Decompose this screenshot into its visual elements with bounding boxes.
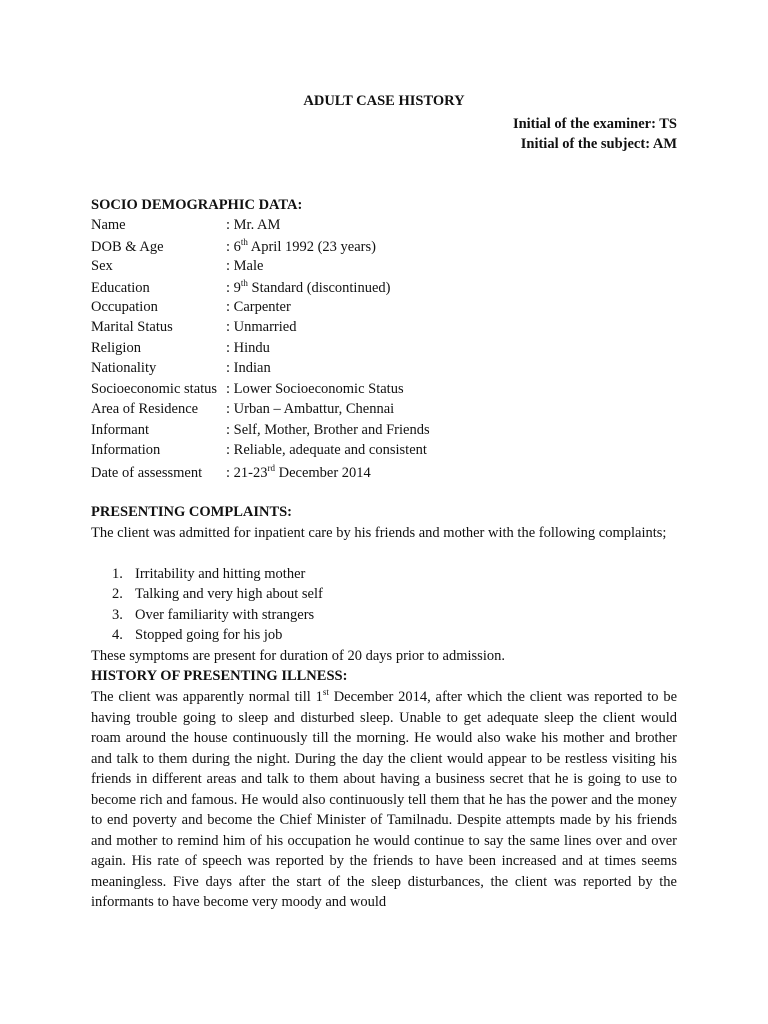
- list-text: Talking and very high about self: [135, 586, 323, 602]
- socio-heading: SOCIO DEMOGRAPHIC DATA:: [91, 197, 303, 213]
- list-number: 2.: [112, 586, 123, 602]
- row-label: Religion: [91, 340, 141, 356]
- list-item: [112, 627, 282, 644]
- row-value: : Reliable, adequate and consistent: [226, 442, 427, 458]
- illness-paragraph: [91, 687, 677, 913]
- row-label: Occupation: [91, 299, 158, 315]
- row-value-pre: : 6: [226, 238, 241, 255]
- row-value-sup: th: [240, 237, 248, 247]
- illness-sup: st: [322, 687, 329, 698]
- row-value: : Indian: [226, 360, 271, 376]
- row-sex: [91, 258, 263, 275]
- illness-body: December 2014, after which the client was reported to be having trouble going to sleep and disturbed sleep. Unable to get adequate sleep the client would roam around the house continuously till the morning. He would also wake his mother and brother and talk to them during the night. During the day the client would appear to be restless visiting his friends in different areas and talk to them about having a business secret that he is going to use to become rich and famous. He would also continuously tell them that he has the power and the money to end poverty and become the Chief Minister of Tamilnadu. Despite attempts made by his friends and mother to remind him of his occupation he would continue to say the same lines over and over again. His rate of speech was reported by the friends to have been increased and at times seems meaningless. Five days after the start of the sleep disturbances, the client was reported by the informants to have become very moody and would: [91, 689, 678, 910]
- list-item: [112, 607, 314, 624]
- document-title: ADULT CASE HISTORY: [303, 93, 465, 109]
- row-label: Marital Status: [91, 319, 173, 335]
- row-label: DOB & Age: [91, 238, 164, 255]
- row-value: : Urban – Ambattur, Chennai: [226, 401, 395, 417]
- row-information: [91, 442, 427, 459]
- row-value: : Lower Socioeconomic Status: [226, 381, 404, 397]
- row-label: Sex: [91, 258, 113, 274]
- row-education: [91, 278, 390, 297]
- row-religion: [91, 340, 270, 357]
- complaints-intro: The client was admitted for inpatient care by his friends and mother with the following complaints;: [91, 525, 667, 541]
- row-value: : Mr. AM: [226, 217, 281, 233]
- row-nationality: [91, 360, 271, 377]
- row-residence: [91, 401, 394, 418]
- row-date-of-assessment: [91, 463, 371, 482]
- row-label: Information: [91, 442, 161, 458]
- row-dob: [91, 237, 376, 256]
- illness-heading: HISTORY OF PRESENTING ILLNESS:: [91, 668, 348, 684]
- row-value: : Hindu: [226, 340, 270, 356]
- row-label: Nationality: [91, 360, 157, 376]
- complaints-heading: PRESENTING COMPLAINTS:: [91, 504, 293, 520]
- row-label: Socioeconomic status: [91, 381, 218, 397]
- examiner-initial: Initial of the examiner: TS: [512, 116, 677, 132]
- row-label: Name: [91, 217, 126, 233]
- row-value: : Male: [226, 258, 264, 274]
- illness-pre: The client was apparently normal till 1: [91, 689, 323, 705]
- row-name: [91, 217, 280, 234]
- row-informant: [91, 422, 430, 439]
- subject-initial: Initial of the subject: AM: [520, 136, 677, 152]
- row-value-sup: rd: [267, 463, 275, 473]
- row-label: Informant: [91, 422, 149, 438]
- row-value: : Carpenter: [226, 299, 291, 315]
- row-value-sup: th: [240, 278, 248, 288]
- list-item: [112, 566, 305, 583]
- complaints-duration: These symptoms are present for duration of 20 days prior to admission.: [91, 648, 505, 664]
- row-marital-status: [91, 319, 296, 336]
- list-number: 4.: [112, 627, 123, 643]
- row-value-post: December 2014: [274, 464, 371, 481]
- row-value: : Unmarried: [226, 319, 297, 335]
- list-number: 3.: [112, 607, 123, 623]
- row-value: : Self, Mother, Brother and Friends: [226, 422, 430, 438]
- list-item: [112, 586, 323, 603]
- row-label: Education: [91, 279, 150, 296]
- row-value-pre: : 21-23: [226, 464, 268, 481]
- list-text: Over familiarity with strangers: [135, 607, 315, 623]
- row-value-post: April 1992 (23 years): [247, 238, 376, 255]
- list-text: Irritability and hitting mother: [135, 566, 306, 582]
- row-socioeconomic: [91, 381, 404, 398]
- row-label: Date of assessment: [91, 464, 203, 481]
- row-occupation: [91, 299, 291, 316]
- list-number: 1.: [112, 566, 123, 582]
- row-value-post: Standard (discontinued): [247, 279, 391, 296]
- list-text: Stopped going for his job: [135, 627, 283, 643]
- row-value-pre: : 9: [226, 279, 241, 296]
- row-label: Area of Residence: [91, 401, 199, 417]
